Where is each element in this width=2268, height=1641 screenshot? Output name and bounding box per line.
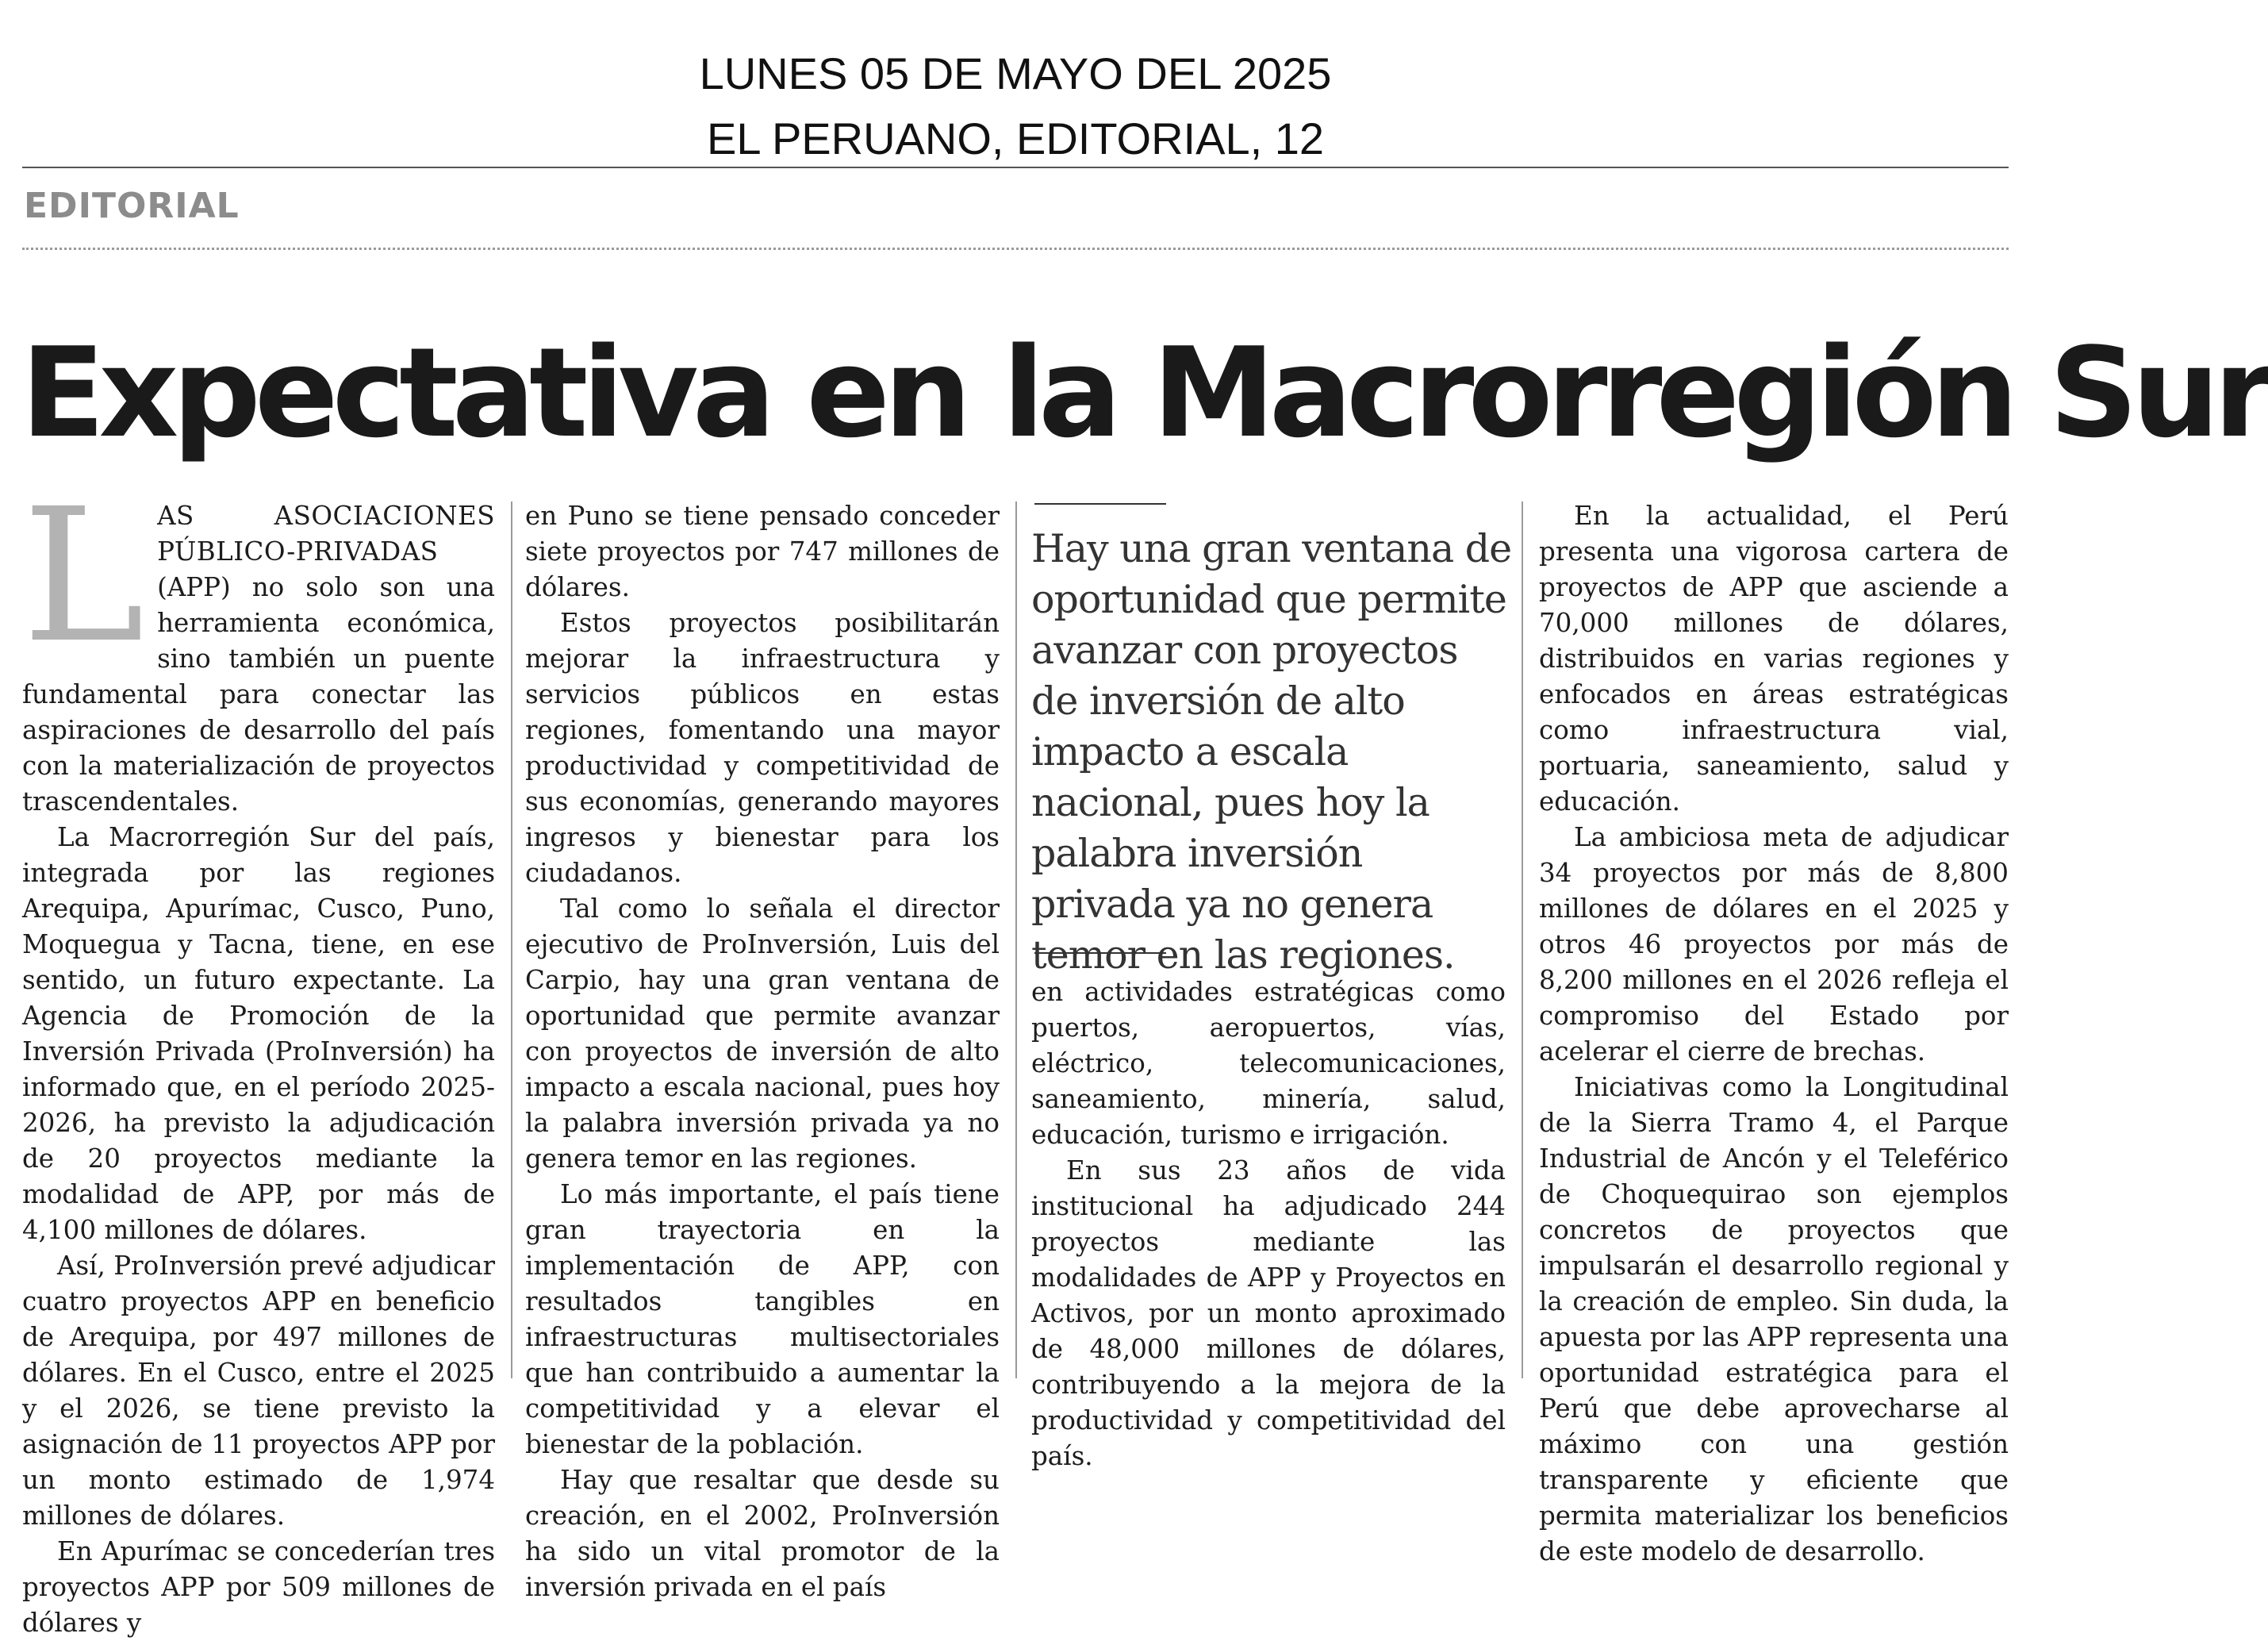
dotted-divider xyxy=(22,248,2009,250)
article-column-3 xyxy=(1031,974,1506,1471)
section-label: EDITORIAL xyxy=(24,186,240,226)
paragraph-continued: en Puno se tiene pensado conceder siete proyectos por 747 millones de dólares. xyxy=(525,501,1000,602)
article-column-1 xyxy=(22,469,495,1638)
drop-cap: L xyxy=(22,469,145,683)
masthead-date: LUNES 05 DE MAYO DEL 2025 xyxy=(699,48,1332,98)
pull-quote-bottom-rule xyxy=(1034,952,1166,954)
paragraph: Iniciativas como la Longitudinal de la Sierra Tramo 4, el Parque Industrial de Ancón y el Teleférico de Choquequirao son ejemplos concretos de proyectos que impulsarán el desarrollo regional y la creación de empleo. Sin duda, la apuesta por las APP representa una oportunidad estratégica para el Perú que debe aprovecharse al máximo con una gestión transparente y eficiente que permita materializar los beneficios de este modelo de desarrollo. xyxy=(1539,1072,2009,1566)
paragraph: Hay que resaltar que desde su creación, en el 2002, ProInversión ha sido un vital promotor de la inversión privada en el país xyxy=(525,1465,1000,1602)
lead-text: (APP) no solo son una herramienta económica, sino también un puente fundamental para conectar las aspiraciones de desarrollo del país con la materialización de proyectos trascendentales. xyxy=(22,572,495,817)
article-column-2 xyxy=(525,498,1000,1602)
paragraph: En la actualidad, el Perú presenta una vigorosa cartera de proyectos de APP que asciende a 70,000 millones de dólares, distribuidos en varias regiones y enfocados en áreas estratégicas como infraestructura vial, portuaria, saneamiento, salud y educación. xyxy=(1539,501,2009,817)
lead-caps: AS ASOCIACIONES PÚBLICO-PRIVADAS xyxy=(157,501,495,567)
paragraph: La Macrorregión Sur del país, integrada por las regiones Arequipa, Apurímac, Cusco, Puno, Moquegua y Tacna, tiene, en ese sentido, un futuro expectante. La Agencia de Promoción de la Inversión Privada (ProInversión) ha informado que, en el período 2025-2026, ha previsto la adjudicación de 20 proyectos mediante la modalidad de APP, por más de 4,100 millones de dólares. xyxy=(22,822,495,1245)
top-rule xyxy=(22,167,2009,168)
masthead-publication: EL PERUANO, EDITORIAL, 12 xyxy=(706,113,1325,163)
article-column-4 xyxy=(1539,498,2009,1566)
column-divider xyxy=(1015,502,1017,1378)
paragraph: Así, ProInversión prevé adjudicar cuatro proyectos APP en beneficio de Arequipa, por 497 millones de dólares. En el Cusco, entre el 2025 y el 2026, se tiene previsto la asignación de 11 proyectos APP por un monto estimado de 1,974 millones de dólares. xyxy=(22,1251,495,1531)
paragraph: Tal como lo señala el director ejecutivo de ProInversión, Luis del Carpio, hay una gran ventana de oportunidad que permite avanzar con proyectos de inversión de alto impacto a escala nacional, pues hoy la palabra inversión privada ya no genera temor en las regiones. xyxy=(525,894,1000,1174)
headline: Expectativa en la Macrorregión Sur xyxy=(21,321,2268,465)
paragraph-continued: en actividades estratégicas como puertos, aeropuertos, vías, eléctrico, telecomunicaciones, saneamiento, minería, salud, educación, turismo e irrigación. xyxy=(1031,977,1506,1150)
lead-paragraph xyxy=(22,469,495,820)
column-divider xyxy=(511,502,512,1378)
paragraph: Lo más importante, el país tiene gran trayectoria en la implementación de APP, con resultados tangibles en infraestructuras multisectoriales que han contribuido a aumentar la competitividad y a elevar el bienestar de la población. xyxy=(525,1179,1000,1459)
pull-quote: Hay una gran ventana de oportunidad que permite avanzar con proyectos de inversión de alto impacto a escala nacional, pues hoy la palabra inversión privada ya no genera temor en las regiones. xyxy=(1031,526,1512,978)
paragraph: En Apurímac se concederían tres proyectos APP por 509 millones de dólares y xyxy=(22,1536,495,1638)
masthead xyxy=(0,41,2031,171)
column-divider xyxy=(1522,502,1523,1378)
paragraph: Estos proyectos posibilitarán mejorar la infraestructura y servicios públicos en estas regiones, fomentando una mayor productividad y competitividad de sus economías, generando mayores ingresos y bienestar para los ciudadanos. xyxy=(525,608,1000,888)
pull-quote-top-rule xyxy=(1034,503,1166,505)
paragraph: En sus 23 años de vida institucional ha adjudicado 244 proyectos mediante las modalidades de APP y Proyectos en Activos, por un monto aproximado de 48,000 millones de dólares, contribuyendo a la mejora de la productividad y competitividad del país. xyxy=(1031,1155,1506,1471)
paragraph: La ambiciosa meta de adjudicar 34 proyectos por más de 8,800 millones de dólares en el 2025 y otros 46 proyectos por más de 8,200 millones en el 2026 refleja el compromiso del Estado por acelerar el cierre de brechas. xyxy=(1539,822,2009,1066)
